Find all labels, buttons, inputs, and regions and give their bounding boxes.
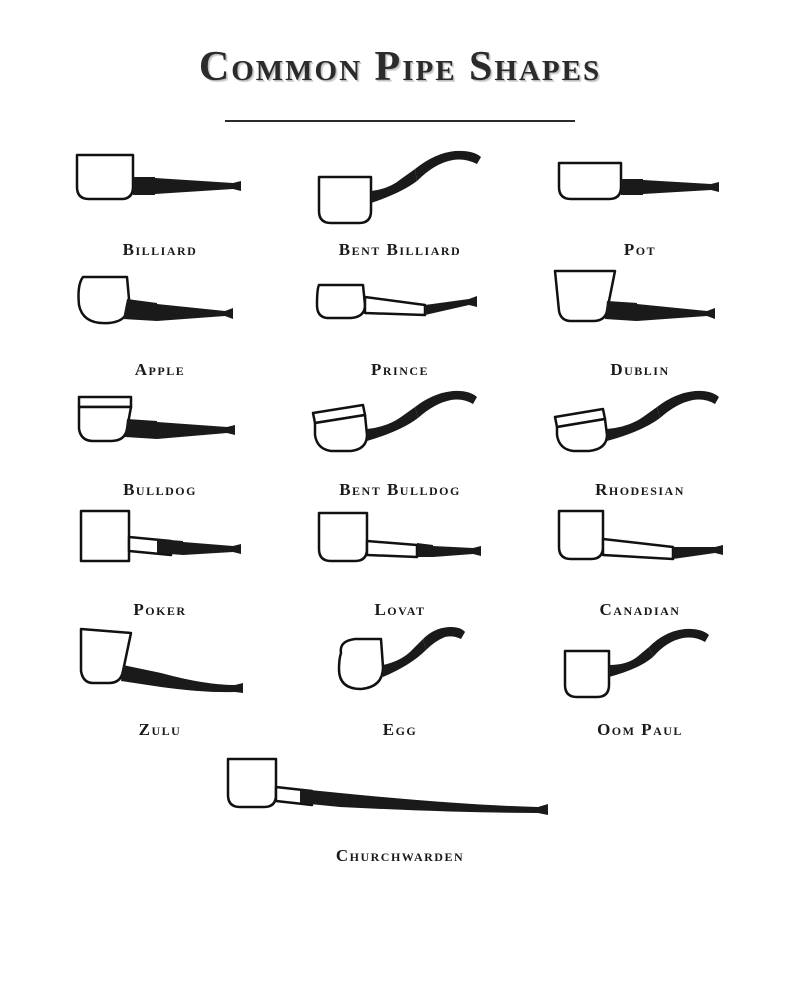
pipe-row <box>0 260 800 380</box>
churchwarden-illustration <box>220 746 580 842</box>
pipe-label: Oom Paul <box>597 720 683 739</box>
pipe-card-billiard[interactable] <box>40 140 280 260</box>
canadian-illustration <box>545 500 735 596</box>
pipe-label: Egg <box>382 720 418 739</box>
rhodesian-illustration <box>545 380 735 476</box>
billiard-illustration <box>65 140 255 236</box>
pipe-label: Prince <box>370 360 430 379</box>
pipe-label: Rhodesian <box>595 480 685 499</box>
pipe-row <box>0 500 800 620</box>
pipe-label: Pot <box>623 240 657 259</box>
pipe-label: Bulldog <box>123 480 197 499</box>
dublin-illustration <box>545 260 735 356</box>
pipe-row <box>0 746 800 866</box>
pipe-card-bulldog[interactable] <box>40 380 280 500</box>
pipe-card-oom-paul[interactable] <box>520 620 760 740</box>
pipe-card-bent-billiard[interactable] <box>280 140 520 260</box>
pipe-shape-grid <box>0 140 800 866</box>
lovat-illustration <box>305 500 495 596</box>
page-title: Common Pipe Shapes <box>198 44 602 90</box>
poker-illustration <box>65 500 255 596</box>
pipe-card-apple[interactable] <box>40 260 280 380</box>
pipe-label: Bent Billiard <box>338 240 462 259</box>
pipe-card-pot[interactable] <box>520 140 760 260</box>
pipe-card-dublin[interactable] <box>520 260 760 380</box>
pot-illustration <box>545 140 735 236</box>
pipe-row <box>0 620 800 740</box>
pipe-card-bent-bulldog[interactable] <box>280 380 520 500</box>
pipe-label: Dublin <box>610 360 670 379</box>
pipe-card-canadian[interactable] <box>520 500 760 620</box>
pipe-label: Apple <box>134 360 186 379</box>
bent-billiard-illustration <box>305 140 495 236</box>
egg-illustration <box>305 620 495 716</box>
pipe-card-lovat[interactable] <box>280 500 520 620</box>
pipe-label: Canadian <box>599 600 681 619</box>
pipe-label: Poker <box>133 600 187 619</box>
bulldog-illustration <box>65 380 255 476</box>
pipe-label: Lovat <box>374 600 426 619</box>
pipe-card-poker[interactable] <box>40 500 280 620</box>
pipe-label: Churchwarden <box>335 846 465 865</box>
pipe-card-egg[interactable] <box>280 620 520 740</box>
oom-paul-illustration <box>545 620 735 716</box>
pipe-row <box>0 140 800 260</box>
pipe-card-zulu[interactable] <box>40 620 280 740</box>
title-divider <box>225 120 575 122</box>
apple-illustration <box>65 260 255 356</box>
pipe-card-prince[interactable] <box>280 260 520 380</box>
pipe-label: Zulu <box>138 720 182 739</box>
prince-illustration <box>305 260 495 356</box>
pipe-card-churchwarden[interactable] <box>200 746 600 866</box>
pipe-card-rhodesian[interactable] <box>520 380 760 500</box>
zulu-illustration <box>65 620 255 716</box>
pipe-label: Billiard <box>122 240 198 259</box>
pipe-row <box>0 380 800 500</box>
pipe-label: Bent Bulldog <box>339 480 461 499</box>
bent-bulldog-illustration <box>305 380 495 476</box>
